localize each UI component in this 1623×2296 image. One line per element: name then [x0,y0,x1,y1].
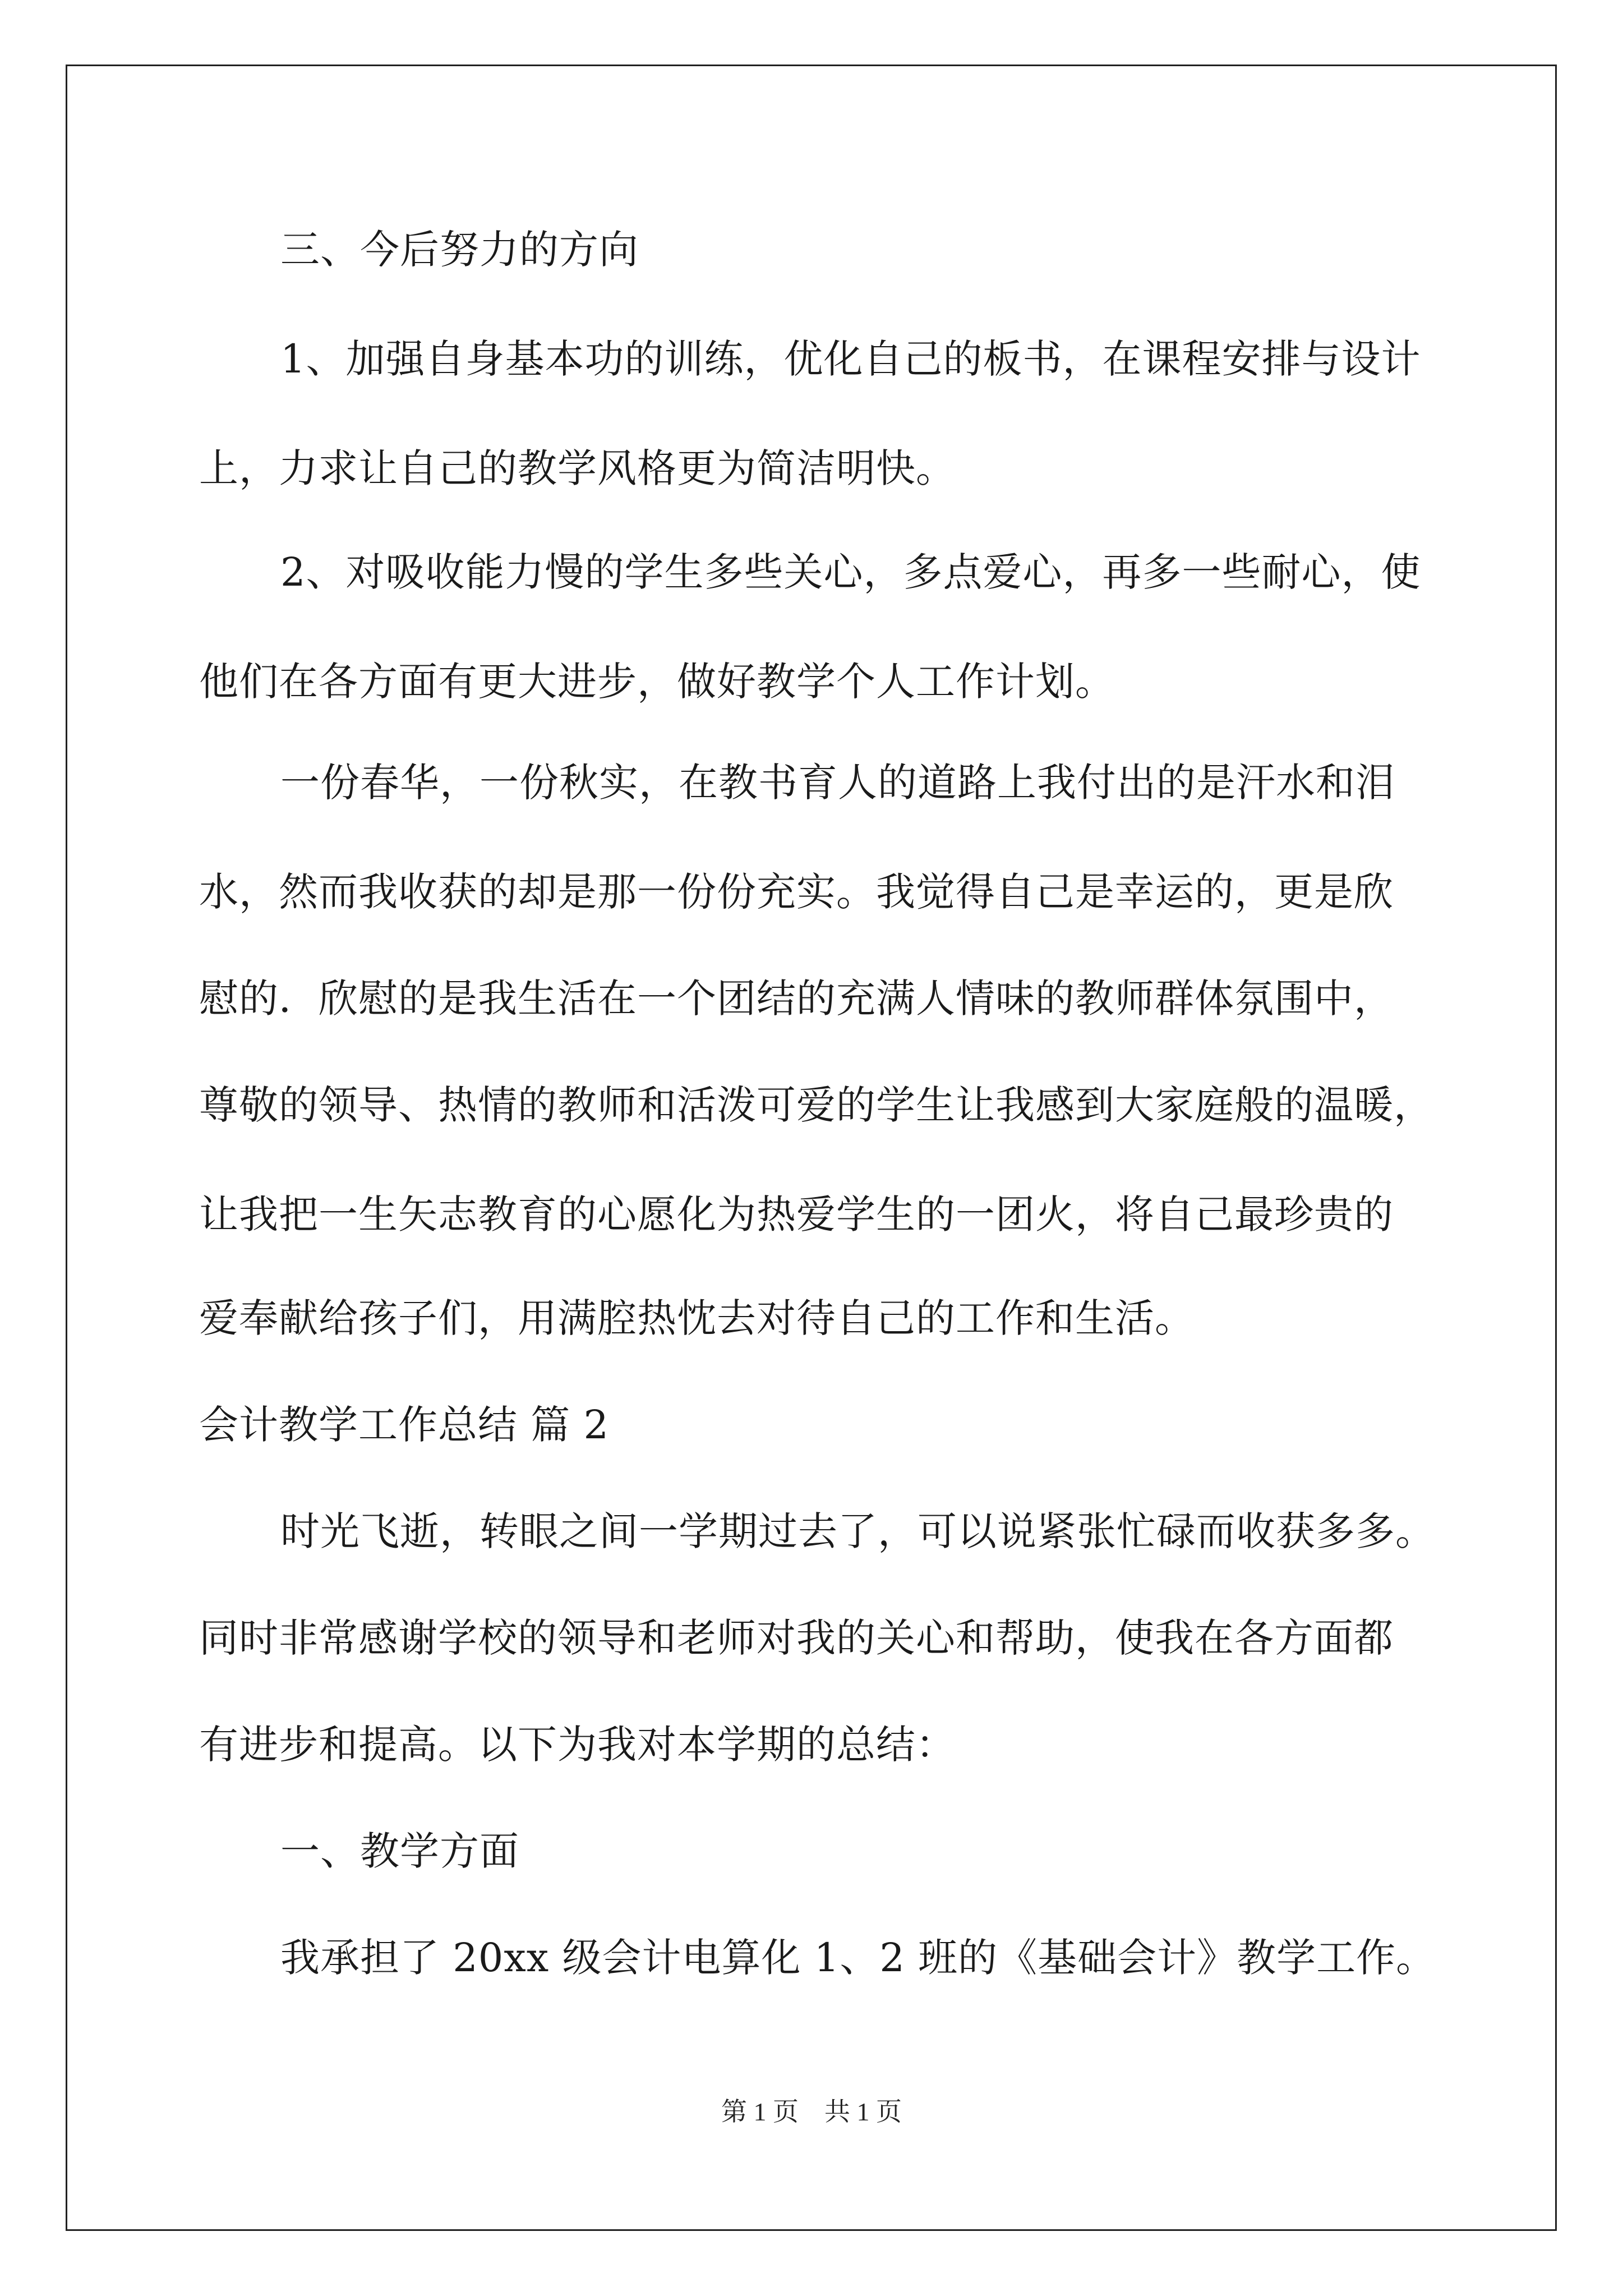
paragraph-line: 水，然而我收获的却是那一份份充实。我觉得自己是幸运的，更是欣 [199,869,1394,915]
section-heading: 三、今后努力的方向 [280,227,639,273]
paragraph-line: 爱奉献给孩子们，用满腔热忱去对待自己的工作和生活。 [199,1295,1195,1341]
section-heading: 一、教学方面 [280,1828,519,1874]
paragraph-line: 我承担了 20xx 级会计电算化 1、2 班的《基础会计》教学工作。 [280,1935,1436,1981]
paragraph-line: 他们在各方面有更大进步，做好教学个人工作计划。 [199,659,1115,705]
paragraph-line: 慰的．欣慰的是我生活在一个团结的充满人情味的教师群体氛围中， [199,976,1394,1022]
paragraph-line: 有进步和提高。以下为我对本学期的总结： [199,1722,956,1768]
paragraph-line: 时光飞逝，转眼之间一学期过去了，可以说紧张忙碌而收获多多。 [280,1508,1435,1554]
page-border [66,65,1557,2231]
paragraph-line: 一份春华，一份秋实，在教书育人的道路上我付出的是汗水和泪 [280,760,1395,806]
paragraph-line: 尊敬的领导、热情的教师和活泼可爱的学生让我感到大家庭般的温暖， [199,1082,1433,1128]
paragraph-line: 上，力求让自己的教学风格更为简洁明快。 [199,445,956,491]
paragraph-line: 同时非常感谢学校的领导和老师对我的关心和帮助，使我在各方面都 [199,1615,1394,1661]
page-footer: 第 1 页 共 1 页 [721,2097,902,2126]
paragraph-line: 2、对吸收能力慢的学生多些关心，多点爱心，再多一些耐心，使 [280,549,1421,595]
article-title: 会计教学工作总结 篇 2 [199,1402,610,1448]
paragraph-line: 让我把一生矢志教育的心愿化为热爱学生的一团火，将自己最珍贵的 [199,1191,1394,1237]
paragraph-line: 1、加强自身基本功的训练，优化自己的板书，在课程安排与设计 [280,336,1421,382]
